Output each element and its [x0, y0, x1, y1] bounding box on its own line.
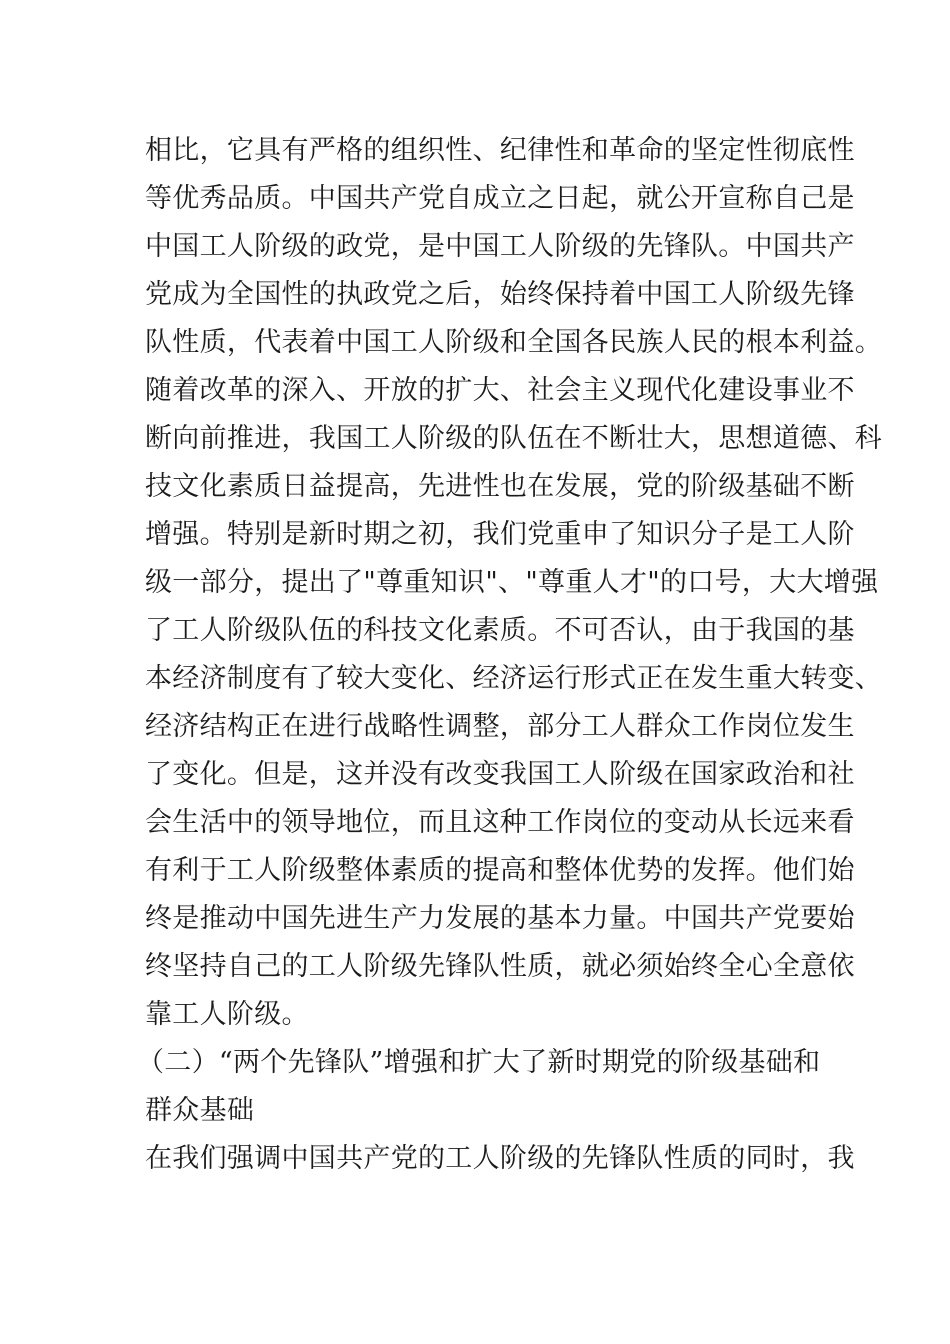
text-line: 增强。特别是新时期之初，我们党重申了知识分子是工人阶: [145, 519, 855, 550]
text-line: 本经济制度有了较大变化、经济运行形式正在发生重大转变、: [145, 663, 883, 694]
text-line: 级一部分，提出了"尊重知识"、"尊重人才"的口号，大大增强: [145, 567, 879, 598]
text-line: 了工人阶级队伍的科技文化素质。不可否认，由于我国的基: [145, 615, 855, 646]
text-line: 相比，它具有严格的组织性、纪律性和革命的坚定性彻底性: [145, 135, 855, 166]
text-line: 党成为全国性的执政党之后，始终保持着中国工人阶级先锋: [145, 279, 855, 310]
text-line: 队性质，代表着中国工人阶级和全国各民族人民的根本利益。: [145, 327, 883, 358]
body-text: [137, 127, 883, 1183]
text-line: 技文化素质日益提高，先进性也在发展，党的阶级基础不断: [145, 471, 855, 502]
text-line: 会生活中的领导地位，而且这种工作岗位的变动从长远来看: [145, 807, 855, 838]
text-line: 随着改革的深入、开放的扩大、社会主义现代化建设事业不: [145, 375, 855, 406]
text-line: 经济结构正在进行战略性调整，部分工人群众工作岗位发生: [145, 711, 855, 742]
text-line: 在我们强调中国共产党的工人阶级的先锋队性质的同时，我: [145, 1143, 855, 1174]
text-line: 了变化。但是，这并没有改变我国工人阶级在国家政治和社: [145, 759, 855, 790]
section-heading-line: （二）“两个先锋队”增强和扩大了新时期党的阶级基础和: [137, 1047, 821, 1078]
section-heading-line: 群众基础: [145, 1095, 255, 1126]
text-line: 终是推动中国先进生产力发展的基本力量。中国共产党要始: [145, 903, 855, 934]
text-line: 等优秀品质。中国共产党自成立之日起，就公开宣称自己是: [145, 183, 855, 214]
text-line: 断向前推进，我国工人阶级的队伍在不断壮大，思想道德、科: [145, 423, 883, 454]
text-line: 终坚持自己的工人阶级先锋队性质，就必须始终全心全意依: [145, 951, 855, 982]
text-line: 靠工人阶级。: [145, 999, 309, 1030]
text-line: 有利于工人阶级整体素质的提高和整体优势的发挥。他们始: [145, 855, 855, 886]
text-line: 中国工人阶级的政党，是中国工人阶级的先锋队。中国共产: [145, 231, 855, 262]
